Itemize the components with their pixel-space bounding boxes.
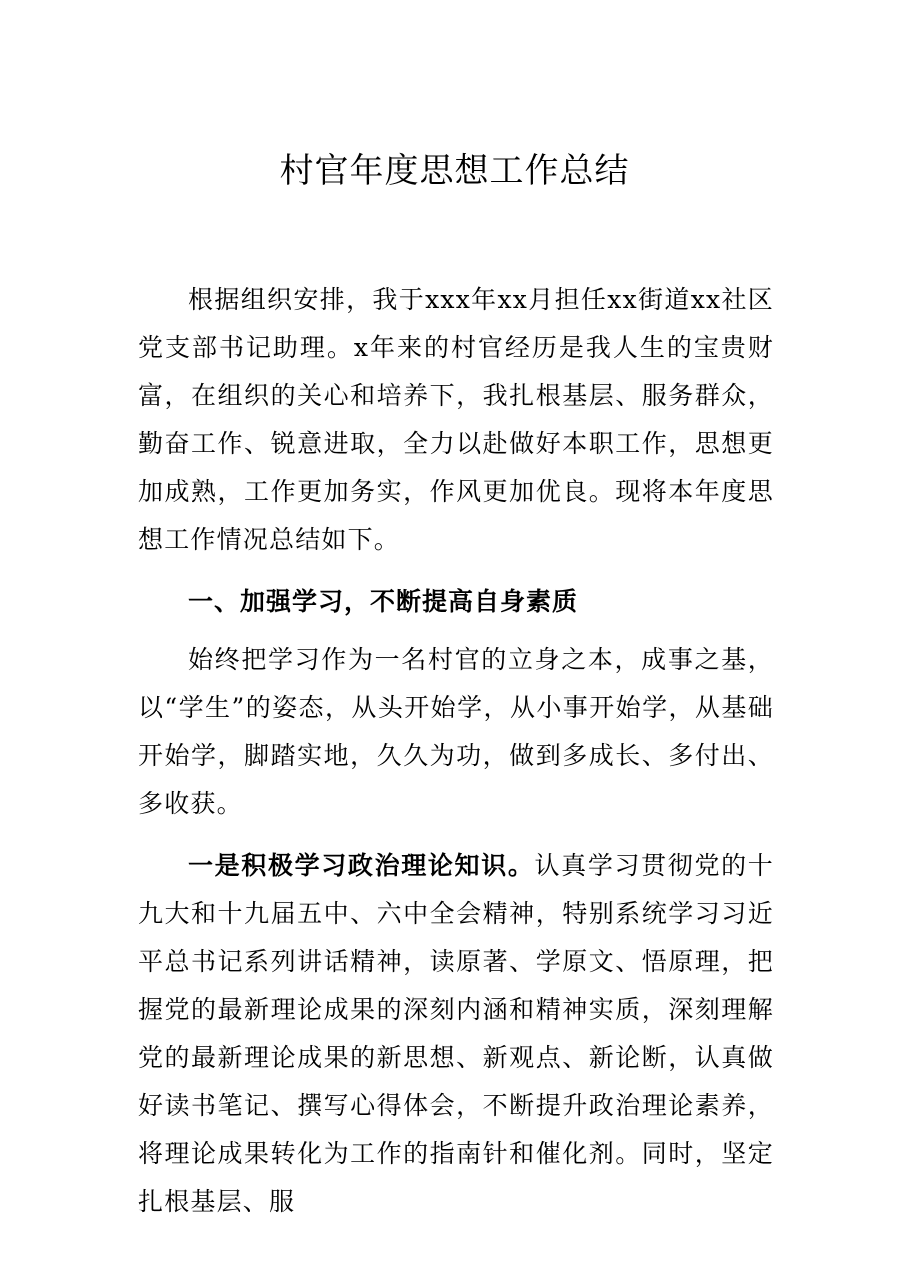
point-1-paragraph bbox=[138, 842, 774, 1226]
point-1-text: 认真学习贯彻党的十九大和十九届五中、六中全会精神，特别系统学习习近平总书记系列讲话精神，读原著、学原文、悟原理，把握党的最新理论成果的深刻内涵和精神实质，深刻理解党的最新理论成果的新思想、新观点、新论断，认真做好读书笔记、撰写心得体会，不断提升政治理论素养，将理论成果转化为工作的指南针和催化剂。同时，坚定扎根基层、服 bbox=[138, 851, 774, 1216]
point-1-lead: 一是积极学习政治理论知识。 bbox=[188, 851, 535, 880]
section-1-paragraph: 始终把学习作为一名村官的立身之本，成事之基，以“学生”的姿态，从头开始学，从小事开始学，从基础开始学，脚踏实地，久久为功，做到多成长、多付出、多收获。 bbox=[138, 645, 774, 818]
intro-paragraph: 根据组织安排，我于xxx年xx月担任xx街道xx社区党支部书记助理。x年来的村官经历是我人生的宝贵财富，在组织的关心和培养下，我扎根基层、服务群众，勤奋工作、锐意进取，全力以赴做好本职工作，思想更加成熟，工作更加务实，作风更加优良。现将本年度思想工作情况总结如下。 bbox=[138, 285, 774, 554]
document-title: 村官年度思想工作总结 bbox=[279, 151, 630, 191]
section-1-heading: 一、加强学习，不断提高自身素质 bbox=[188, 587, 579, 616]
document-body bbox=[138, 276, 774, 1226]
